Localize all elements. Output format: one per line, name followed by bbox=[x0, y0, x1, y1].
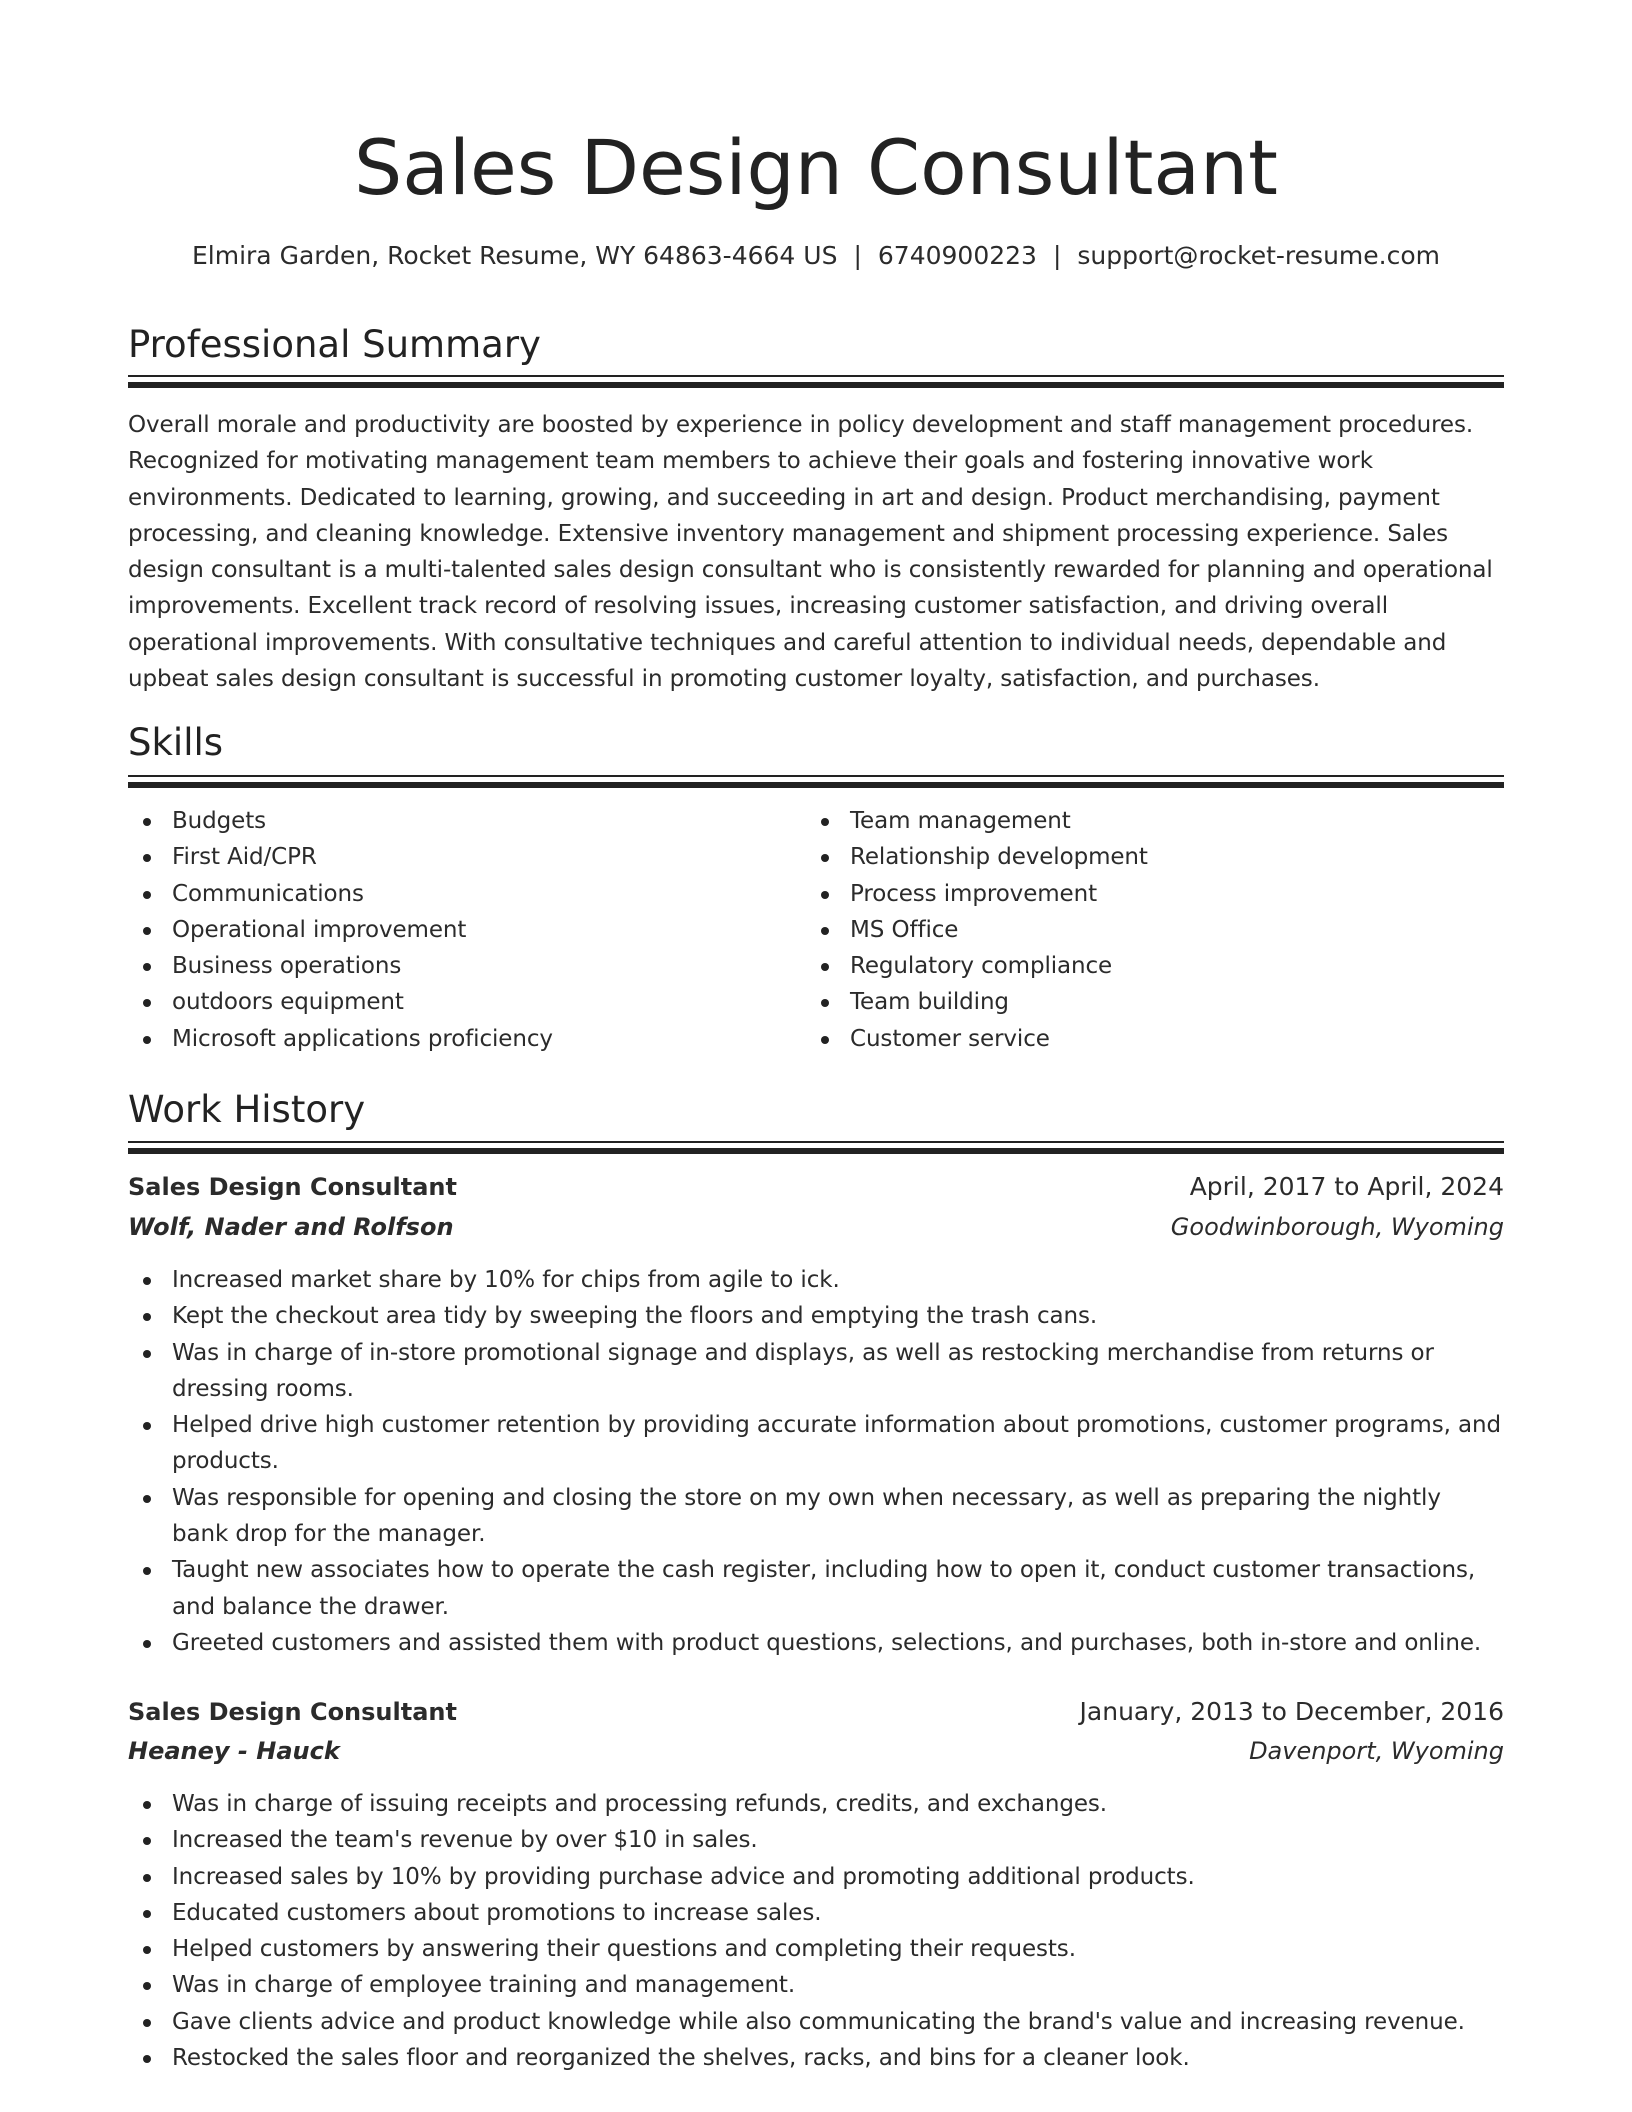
contact-address: Elmira Garden, Rocket Resume, WY 64863-4664 US bbox=[191, 241, 838, 270]
job-location: Davenport, Wyoming bbox=[1249, 1737, 1504, 1765]
job-bullet: Restocked the sales floor and reorganized the shelves, racks, and bins for a cleaner look. bbox=[128, 2040, 1504, 2076]
skill-item: First Aid/CPR bbox=[128, 839, 800, 875]
resume-name: Sales Design Consultant bbox=[354, 123, 1278, 212]
summary-text: Overall morale and productivity are boosted by experience in policy development and staff management procedures. Recognized for motivating management team members to achieve their goals and fostering innovative work environments. Dedicated to learning, growing, and succeeding in art and design. Product merchandising, payment processing, and cleaning knowledge. Extensive inventory management and shipment processing experience. Sales design consultant is a multi-talented sales design consultant who is consistently rewarded for planning and operational improvements. Excellent track record of resolving issues, increasing customer satisfaction, and driving overall operational improvements. With consultative techniques and careful attention to individual needs, dependable and upbeat sales design consultant is successful in promoting customer loyalty, satisfaction, and purchases. bbox=[128, 412, 1493, 693]
job-company: Wolf, Nader and Rolfson bbox=[128, 1213, 454, 1241]
job-company: Heaney - Hauck bbox=[128, 1737, 340, 1765]
contact-email[interactable]: support@rocket-resume.com bbox=[1077, 241, 1440, 270]
job-bullet: Was in charge of in-store promotional signage and displays, as well as restocking merchandise from returns or dressing rooms. bbox=[128, 1335, 1504, 1408]
skill-item: Customer service bbox=[806, 1021, 1504, 1057]
job-bullet: Helped customers by answering their questions and completing their requests. bbox=[128, 1931, 1504, 1967]
skill-item: Business operations bbox=[128, 948, 800, 984]
section-divider bbox=[128, 375, 1504, 389]
job-bullet: Taught new associates how to operate the cash register, including how to open it, conduct customer transactions, and balance the drawer. bbox=[128, 1552, 1504, 1625]
work-heading: Work History bbox=[128, 1088, 366, 1131]
skill-item: Process improvement bbox=[806, 876, 1504, 912]
skill-item: Budgets bbox=[128, 803, 800, 839]
skill-item: Microsoft applications proficiency bbox=[128, 1021, 800, 1057]
job-dates: January, 2013 to December, 2016 bbox=[1079, 1697, 1504, 1726]
skill-item: Communications bbox=[128, 876, 800, 912]
job-bullets bbox=[128, 1786, 1504, 2076]
contact-separator: | bbox=[1052, 241, 1062, 270]
job-bullet: Gave clients advice and product knowledge while also communicating the brand's value and increasing revenue. bbox=[128, 2004, 1504, 2040]
skill-item: Team management bbox=[806, 803, 1504, 839]
skill-item: Operational improvement bbox=[128, 912, 800, 948]
job-title: Sales Design Consultant bbox=[128, 1698, 457, 1726]
contact-phone: 6740900223 bbox=[877, 241, 1037, 270]
job-bullets bbox=[128, 1262, 1504, 1661]
contact-line bbox=[128, 238, 1504, 274]
job-bullet: Increased market share by 10% for chips from agile to ick. bbox=[128, 1262, 1504, 1298]
job-title: Sales Design Consultant bbox=[128, 1173, 457, 1201]
contact-separator: | bbox=[853, 241, 862, 270]
skill-item: MS Office bbox=[806, 912, 1504, 948]
skill-item: outdoors equipment bbox=[128, 984, 800, 1020]
section-divider bbox=[128, 1141, 1504, 1155]
section-divider bbox=[128, 775, 1504, 789]
summary-heading: Professional Summary bbox=[128, 323, 541, 366]
job-location: Goodwinborough, Wyoming bbox=[1170, 1213, 1504, 1241]
job-bullet: Greeted customers and assisted them with product questions, selections, and purchases, both in-store and online. bbox=[128, 1625, 1504, 1661]
job-bullet: Was in charge of employee training and management. bbox=[128, 1967, 1504, 2003]
job-bullet: Increased the team's revenue by over $10 in sales. bbox=[128, 1822, 1504, 1858]
skill-item: Regulatory compliance bbox=[806, 948, 1504, 984]
job-bullet: Was responsible for opening and closing the store on my own when necessary, as well as preparing the nightly bank drop for the manager. bbox=[128, 1480, 1504, 1553]
job-bullet: Kept the checkout area tidy by sweeping the floors and emptying the trash cans. bbox=[128, 1298, 1504, 1334]
skill-item: Team building bbox=[806, 984, 1504, 1020]
job-bullet: Helped drive high customer retention by providing accurate information about promotions, customer programs, and products. bbox=[128, 1407, 1504, 1480]
job-bullet: Was in charge of issuing receipts and processing refunds, credits, and exchanges. bbox=[128, 1786, 1504, 1822]
job-bullet: Educated customers about promotions to increase sales. bbox=[128, 1895, 1504, 1931]
job-dates: April, 2017 to April, 2024 bbox=[1189, 1172, 1504, 1201]
skills-heading: Skills bbox=[128, 721, 224, 764]
skills-list-right bbox=[806, 803, 1504, 1057]
skills-list-left bbox=[128, 803, 800, 1057]
skill-item: Relationship development bbox=[806, 839, 1504, 875]
job-bullet: Increased sales by 10% by providing purchase advice and promoting additional products. bbox=[128, 1859, 1504, 1895]
